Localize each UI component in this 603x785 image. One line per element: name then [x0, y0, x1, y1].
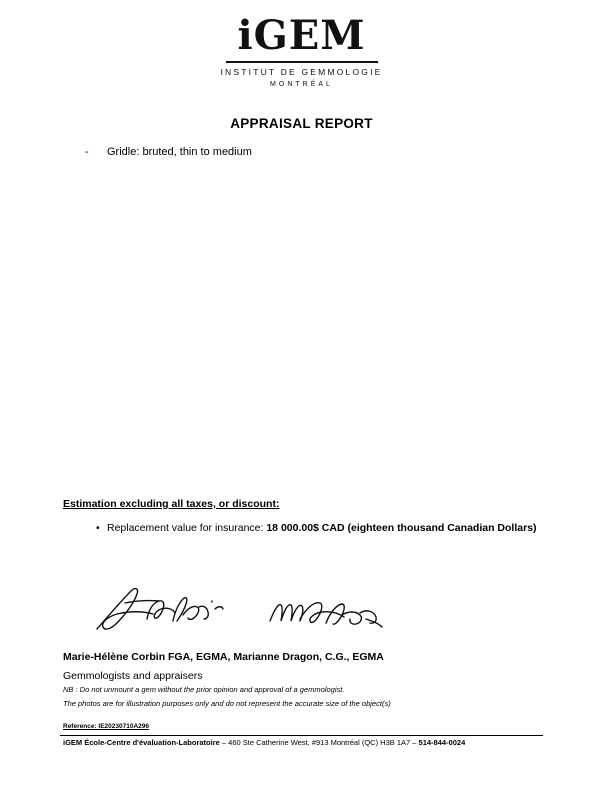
disclaimer-note-1: NB : Do not unmount a gem without the prior opinion and approval of a gemmologist.	[63, 685, 345, 694]
detail-line	[85, 145, 252, 159]
signature-marianne-dragon-icon	[266, 593, 386, 633]
igem-logo	[0, 14, 603, 90]
dash-bullet: -	[85, 146, 89, 158]
estimation-heading: Estimation excluding all taxes, or discount:	[63, 498, 280, 510]
signers-names: Marie-Hélène Corbin FGA, EGMA, Marianne Dragon, C.G., EGMA	[63, 651, 384, 663]
footer-divider	[60, 735, 543, 736]
estimation-item	[96, 521, 537, 535]
logo-subtitle-institute: INSTITUT DE GEMMOLOGIE	[220, 67, 383, 77]
disclaimer-note-2: The photos are for illustration purposes only and do not represent the accurate size of the object(s)	[63, 699, 391, 708]
estimation-label: Replacement value for insurance:	[107, 522, 267, 534]
logo-divider	[226, 61, 378, 63]
logo-wordmark: iGEM	[237, 12, 366, 59]
bullet-icon: •	[96, 522, 100, 534]
page-title: APPRAISAL REPORT	[230, 116, 373, 131]
footer-contact	[63, 738, 465, 747]
footer-org: iGEM École-Centre d'évaluation-Laboratoire	[63, 738, 220, 747]
reference-number: Reference: IE20230710A296	[63, 723, 150, 730]
signature-marie-helene-corbin-icon	[87, 585, 227, 633]
footer-phone: 514-844-0024	[418, 738, 466, 747]
estimation-value: 18 000.00$ CAD (eighteen thousand Canadian Dollars)	[266, 522, 537, 534]
footer-address: – 460 Ste Catherine West, #913 Montréal (QC) H3B 1A7 –	[219, 738, 419, 747]
signature-area	[63, 585, 543, 640]
detail-line-text: Gridle: bruted, thin to medium	[107, 146, 252, 158]
logo-subtitle-city: MONTRÉAL	[270, 81, 333, 88]
signers-role: Gemmologists and appraisers	[63, 670, 203, 682]
